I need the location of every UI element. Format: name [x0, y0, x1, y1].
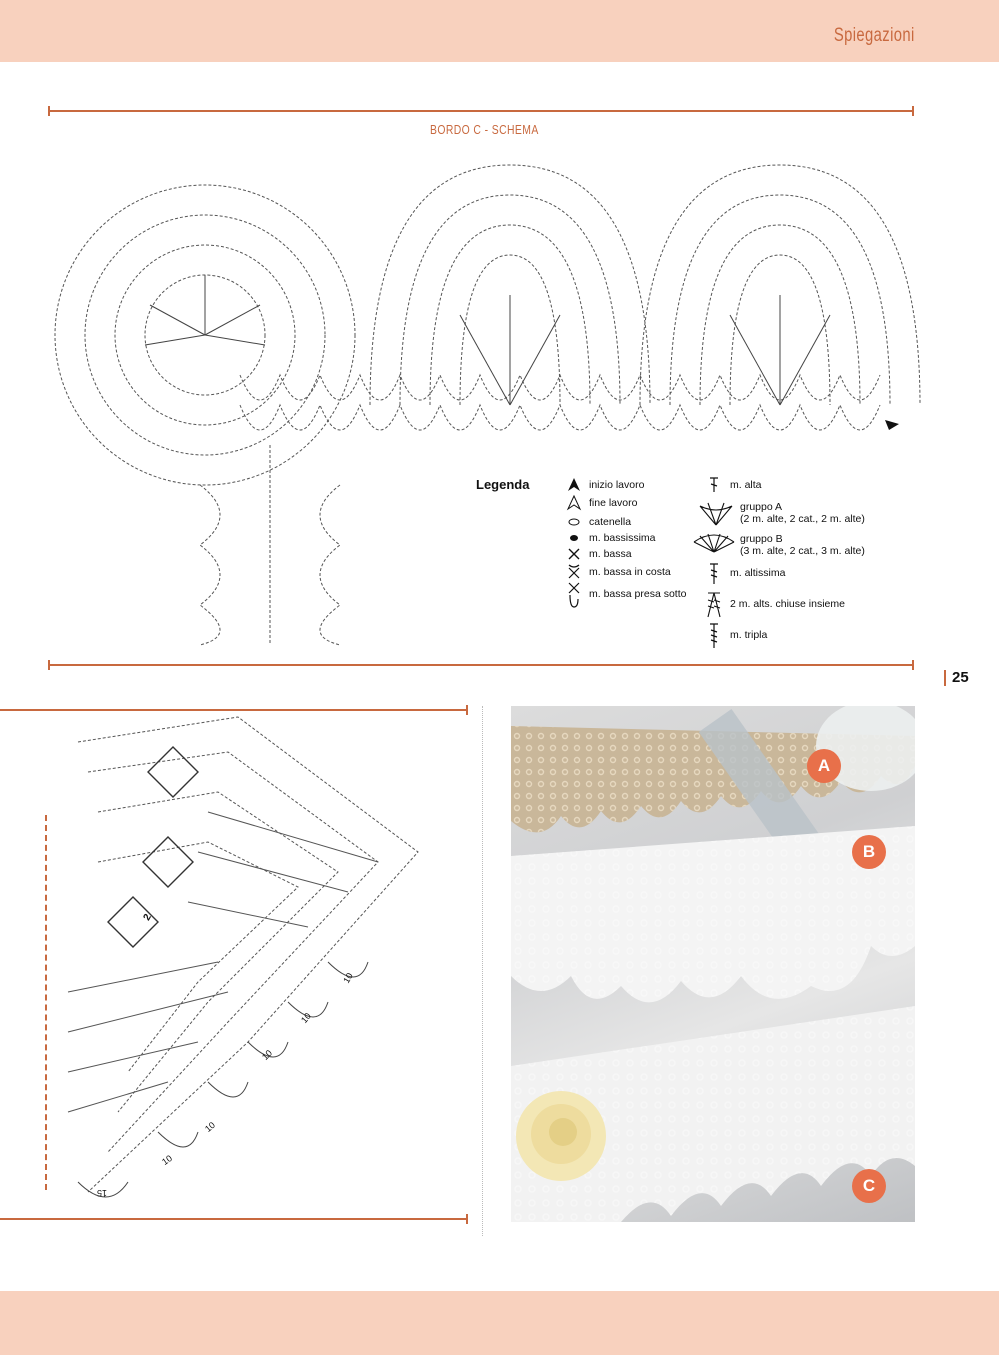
legend-item-sc: m. bassa — [589, 548, 632, 560]
lower-left-bottom-rule — [0, 1218, 468, 1220]
photo-illustration — [511, 706, 915, 1222]
group-b-fan-icon — [692, 532, 736, 554]
middle-rule — [48, 664, 914, 666]
start-arrow-marker — [885, 420, 899, 430]
badge-c: C — [852, 1169, 886, 1203]
legend-item-sc-rib: m. bassa in costa — [589, 566, 671, 578]
diagram-label-10b: 10 — [298, 1010, 314, 1026]
diagram-label-10d: 10 — [202, 1119, 218, 1135]
single-crochet-x-icon — [566, 546, 582, 562]
legend-item-trtr: m. tripla — [730, 629, 768, 641]
slip-stitch-dot-icon — [566, 530, 582, 546]
badge-a: A — [807, 749, 841, 783]
crochet-chart-bordo-c — [40, 145, 920, 645]
legend-item-sc-under: m. bassa presa sotto — [589, 588, 687, 600]
top-rule — [48, 110, 914, 112]
crochet-corner-diagram — [48, 712, 428, 1202]
group-a-detail: (2 m. alte, 2 cat., 2 m. alte) — [740, 513, 865, 525]
group-a-label: gruppo A — [740, 501, 783, 513]
group-a-fan-icon — [696, 500, 736, 526]
section-title: Spiegazioni — [834, 25, 915, 46]
diagram-label-10e: 10 — [160, 1153, 174, 1167]
treble-crochet-icon — [706, 563, 722, 585]
group-b-detail: (3 m. alte, 2 cat., 3 m. alte) — [740, 545, 865, 557]
column-divider — [482, 706, 483, 1236]
lower-left-top-rule — [0, 709, 468, 711]
diagram-label-15: 15 — [97, 1188, 108, 1198]
page-number: 25 — [944, 670, 969, 686]
chart-title: BORDO C - SCHEMA — [430, 122, 539, 137]
two-treble-together-icon — [704, 592, 724, 618]
legend-item-dc: m. alta — [730, 479, 762, 491]
diagram-label-10c: 10 — [259, 1047, 275, 1063]
legend-item-start: inizio lavoro — [589, 479, 645, 491]
lace-borders-photo — [511, 706, 915, 1222]
start-arrow-icon — [566, 477, 582, 493]
diagram-label-2: 2 — [141, 912, 154, 923]
end-arrow-icon — [566, 495, 582, 511]
single-crochet-rib-icon — [566, 563, 582, 579]
legend-item-group-a — [740, 501, 865, 525]
legend-item-slip: m. bassissima — [589, 532, 656, 544]
chain-oval-icon — [566, 514, 582, 530]
left-margin-dashes — [45, 815, 47, 1190]
legend-item-2tr-tog: 2 m. alts. chiuse insieme — [730, 598, 845, 610]
single-crochet-under-icon — [566, 581, 582, 609]
bottom-footer-band — [0, 1291, 999, 1355]
double-crochet-icon — [706, 477, 722, 493]
group-b-label: gruppo B — [740, 533, 783, 545]
legend-item-tr: m. altissima — [730, 567, 786, 579]
legend-title: Legenda — [476, 477, 530, 492]
legend-item-chain: catenella — [589, 516, 632, 528]
legend-item-group-b — [740, 533, 865, 557]
triple-treble-icon — [706, 623, 722, 649]
diagram-label-10a: 10 — [341, 971, 355, 985]
legend-item-end: fine lavoro — [589, 497, 638, 509]
badge-b: B — [852, 835, 886, 869]
